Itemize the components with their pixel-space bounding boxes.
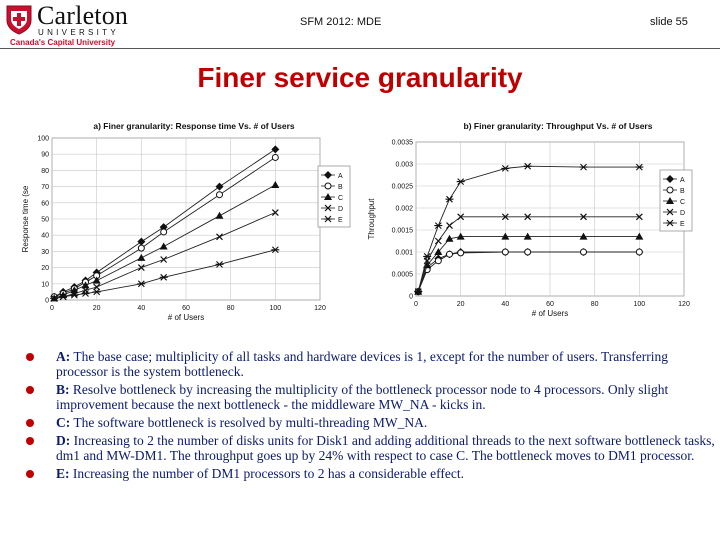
bullet-key: B:: [56, 382, 70, 397]
data-point: [161, 229, 167, 235]
y-tick-label: 10: [41, 281, 49, 289]
data-point: [217, 192, 223, 198]
x-tick-label: 40: [501, 301, 510, 308]
crest-icon: [6, 5, 32, 35]
bullet-text: The base case; multiplicity of all tasks and hardware devices is 1, except for the number of users. Transferring processor is the system bottleneck.: [56, 349, 668, 379]
x-tick-label: 60: [182, 305, 190, 312]
bullet-list: [26, 349, 716, 484]
bullet-key: E:: [56, 466, 70, 481]
bullet-key: C:: [56, 415, 71, 430]
x-tick-label: 100: [269, 305, 282, 312]
bullet-text: Resolve bottleneck by increasing the multiplicity of the bottleneck processor node to 4 processors. Only slight improvement because the next bottleneck - the middleware MW_NA - kicks in.: [56, 382, 669, 412]
data-point: [525, 249, 531, 255]
x-tick-label: 40: [137, 305, 146, 312]
bullet-icon: [26, 470, 34, 478]
bullet-text: Increasing to 2 the number of disks units for Disk1 and adding additional threads to the next software bottleneck tasks, dm1 and MW-DM1. The throughput goes up by 24% with respect to case C. The bottleneck moves to DM1 processor.: [56, 433, 715, 463]
y-tick-label: 70: [41, 184, 49, 192]
chart-legend: [318, 166, 350, 227]
x-tick-label: 100: [633, 301, 646, 308]
y-tick-label: 20: [41, 265, 49, 273]
bullet-item: [26, 466, 716, 481]
slide-number: slide 55: [650, 16, 688, 28]
y-tick-label: 0.0005: [391, 271, 413, 279]
y-tick-label: 0.002: [395, 205, 413, 213]
logo-subtitle: UNIVERSITY: [38, 28, 120, 37]
chart-title: b) Finer granularity: Throughput Vs. # of Users: [463, 121, 653, 131]
y-tick-label: 0.003: [395, 161, 413, 169]
data-point: [667, 187, 673, 193]
legend-label: E: [680, 221, 685, 228]
x-tick-label: 20: [456, 301, 465, 308]
y-axis-label: Response time (se: [21, 185, 30, 253]
legend-label: E: [338, 217, 343, 224]
legend-label: A: [338, 173, 343, 180]
bullet-text: The software bottleneck is resolved by multi-threading MW_NA.: [70, 415, 428, 430]
y-tick-label: 30: [41, 248, 49, 256]
data-point: [435, 258, 441, 264]
data-point: [272, 154, 278, 160]
y-tick-label: 0.0035: [391, 139, 413, 147]
bullet-icon: [26, 353, 34, 361]
y-tick-label: 80: [41, 167, 49, 175]
bullet-item: [26, 382, 716, 412]
y-tick-label: 60: [41, 200, 49, 208]
y-tick-label: 100: [37, 135, 49, 143]
data-point: [138, 245, 144, 251]
chart-legend: [660, 170, 692, 231]
legend-label: D: [338, 206, 344, 213]
x-tick-label: 60: [546, 301, 554, 308]
x-axis-label: # of Users: [167, 313, 205, 322]
logo-tagline: Canada's Capital University: [10, 38, 116, 47]
y-tick-label: 0.0015: [391, 227, 413, 235]
bullet-key: A:: [56, 349, 71, 364]
legend-label: C: [338, 195, 344, 202]
legend-label: B: [338, 184, 343, 191]
bullet-icon: [26, 386, 34, 394]
y-tick-label: 90: [41, 151, 49, 159]
y-tick-label: 50: [41, 216, 49, 224]
bullet-item: [26, 433, 716, 463]
legend-label: B: [680, 188, 685, 195]
legend-label: C: [680, 199, 686, 206]
x-tick-label: 80: [226, 305, 235, 312]
data-point: [458, 250, 464, 256]
bullet-icon: [26, 437, 34, 445]
y-tick-label: 0: [409, 293, 413, 301]
chart-title: a) Finer granularity: Response time Vs. # of Users: [93, 121, 295, 131]
x-tick-label: 120: [314, 305, 326, 312]
legend-label: D: [680, 210, 686, 217]
data-point: [447, 251, 453, 257]
y-tick-label: 40: [41, 232, 49, 240]
course-label: SFM 2012: MDE: [300, 16, 382, 28]
y-axis-label: Throughput: [367, 198, 376, 240]
x-tick-label: 120: [678, 301, 690, 308]
x-tick-label: 80: [590, 301, 599, 308]
legend-label: A: [680, 177, 685, 184]
carleton-logo: [6, 1, 136, 47]
data-point: [636, 249, 642, 255]
x-tick-label: 20: [92, 305, 101, 312]
bullet-icon: [26, 419, 34, 427]
y-tick-label: 0: [45, 297, 49, 305]
slide-title: Finer service granularity: [197, 62, 523, 93]
data-point: [502, 249, 508, 255]
bullet-item: [26, 349, 716, 379]
data-point: [325, 183, 331, 189]
x-axis-label: # of Users: [531, 309, 569, 318]
bullet-text: Increasing the number of DM1 processors to 2 has a considerable effect.: [69, 466, 464, 481]
data-point: [581, 249, 587, 255]
bullet-key: D:: [56, 433, 71, 448]
header-divider: [0, 48, 720, 49]
y-tick-label: 0.001: [395, 249, 413, 257]
response-time-chart: [20, 118, 360, 336]
y-tick-label: 0.0025: [391, 183, 413, 191]
x-tick-label: 0: [50, 305, 54, 312]
x-tick-label: 0: [414, 301, 418, 308]
logo-wordmark: Carleton: [37, 1, 129, 30]
throughput-chart: [362, 118, 702, 336]
bullet-item: [26, 415, 716, 430]
